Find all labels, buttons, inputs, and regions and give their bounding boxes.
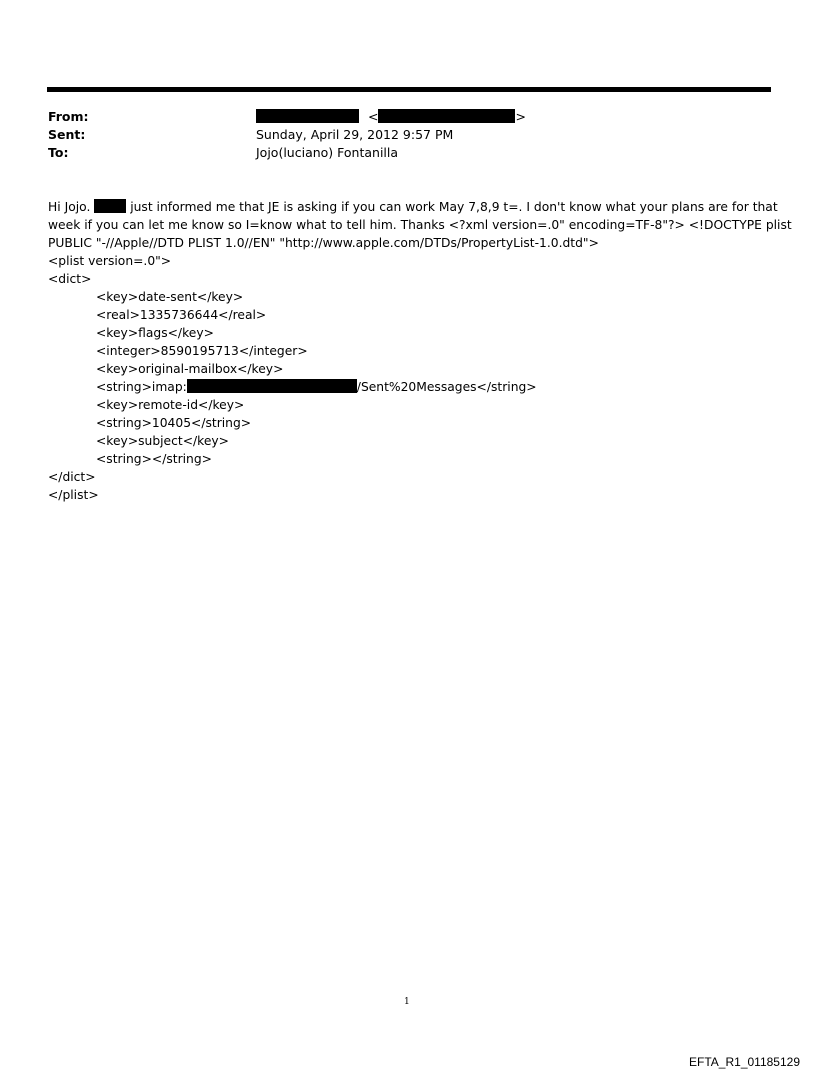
- body-line: <string>10405</string>: [96, 416, 252, 430]
- body-text: just informed me that JE is asking if you can work May 7,8,9 t=. I don't know what your plans are for that: [130, 200, 778, 214]
- from-label: From:: [48, 109, 89, 124]
- body-line: </plist>: [48, 488, 99, 502]
- to-label: To:: [48, 145, 69, 160]
- from-open-bracket: <: [367, 109, 379, 124]
- sent-label: Sent:: [48, 127, 86, 142]
- body-line: <key>subject</key>: [96, 434, 229, 448]
- to-value: Jojo(luciano) Fontanilla: [256, 145, 399, 160]
- redaction-block: [94, 199, 126, 213]
- body-line: PUBLIC "-//Apple//DTD PLIST 1.0//EN" "http://www.apple.com/DTDs/PropertyList-1.0.dtd">: [48, 236, 599, 250]
- body-line: <dict>: [48, 272, 92, 286]
- body-line: <key>flags</key>: [96, 326, 214, 340]
- body-line: </dict>: [48, 470, 96, 484]
- from-close-bracket: >: [515, 109, 526, 124]
- body-line: <key>date-sent</key>: [96, 290, 244, 304]
- page-number: 1: [404, 997, 410, 1007]
- body-line: week if you can let me know so I=know what to tell him. Thanks <?xml version=.0" encoding=TF-8"?> <!DOCTYPE plist: [48, 218, 792, 232]
- redaction-block: [187, 379, 357, 393]
- body-line: <integer>8590195713</integer>: [96, 344, 308, 358]
- redaction-block: [378, 109, 515, 123]
- sent-value: Sunday, April 29, 2012 9:57 PM: [256, 127, 454, 142]
- body-line: [48, 198, 778, 216]
- from-value: [256, 108, 526, 125]
- body-line: <key>original-mailbox</key>: [96, 362, 284, 376]
- imap-prefix: <string>imap:: [96, 380, 187, 394]
- bates-number: EFTA_R1_01185129: [689, 1055, 800, 1069]
- body-line: [48, 378, 758, 396]
- body-line: <string></string>: [96, 452, 212, 466]
- imap-suffix: /Sent%20Messages</string>: [356, 380, 537, 394]
- message-body: [48, 198, 792, 504]
- redaction-block: [256, 109, 359, 123]
- body-line: <key>remote-id</key>: [96, 398, 245, 412]
- header-rule: [47, 87, 771, 92]
- body-line: <real>1335736644</real>: [96, 308, 267, 322]
- body-line: <plist version=.0">: [48, 254, 172, 268]
- greeting: Hi Jojo.: [48, 200, 91, 214]
